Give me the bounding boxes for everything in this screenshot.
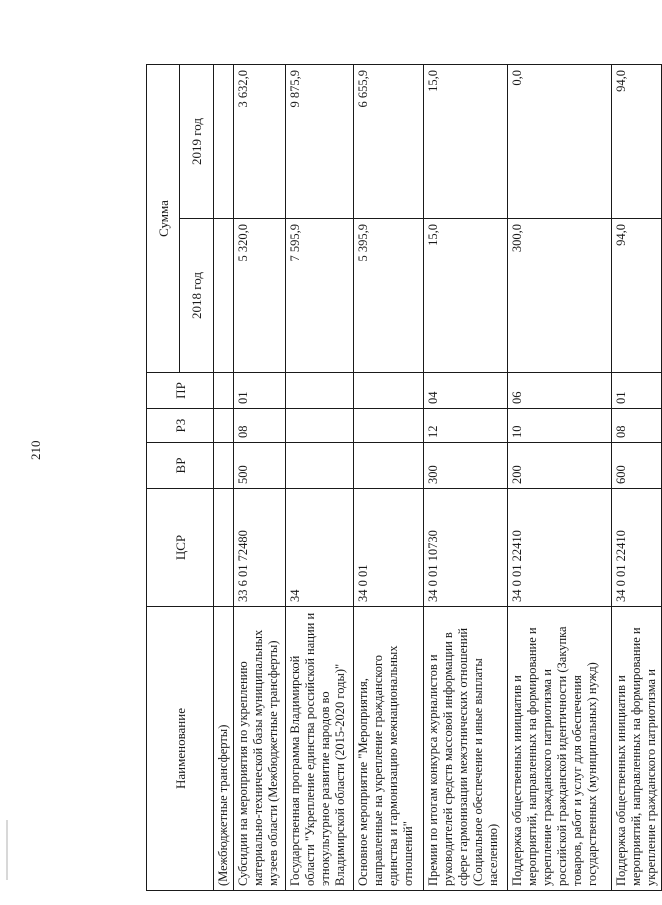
cell-sum-2018: 15,0: [424, 219, 508, 373]
header-csr: ЦСР: [147, 489, 214, 607]
cell-name: Поддержка общественных инициатив и мероприятий, направленных на формирование и укрепление гражданского патриотизма и: [612, 607, 662, 891]
cell-pr: 01: [234, 373, 286, 409]
table-row: [508, 65, 612, 891]
cell-pr: [286, 373, 354, 409]
cell-sum-2019: 94,0: [612, 65, 662, 219]
header-2018: 2018 год: [180, 219, 214, 373]
cell-sum-2019: 15,0: [424, 65, 508, 219]
cell-name: (Межбюджетные трансферты): [214, 607, 234, 891]
cell-csr: 34 0 01 10730: [424, 489, 508, 607]
cell-rz: 08: [612, 409, 662, 443]
cell-sum-2019: 0,0: [508, 65, 612, 219]
table-row: [354, 65, 424, 891]
cell-name: Премии по итогам конкурса журналистов и руководителей средств массовой информации в сфере гармонизации межэтнических отношений (Социальное обеспечение и иные выплаты населению): [424, 607, 508, 891]
cell-csr: 34 0 01 22410: [612, 489, 662, 607]
cell-sum-2019: [214, 65, 234, 219]
cell-rz: 08: [234, 409, 286, 443]
cell-csr: 34 0 01 22410: [508, 489, 612, 607]
cell-sum-2018: 5 320,0: [234, 219, 286, 373]
cell-name: Поддержка общественных инициатив и мероприятий, направленных на формирование и укрепление гражданского патриотизма и российской гражданской идентичности (Закупка товаров, работ и услуг для обеспечения государственных (муниципальных) нужд): [508, 607, 612, 891]
cell-vr: 300: [424, 443, 508, 489]
cell-pr: 04: [424, 373, 508, 409]
cell-name: Государственная программа Владимирской области "Укрепление единства российской нации и этнокультурное развитие народов во Владимирской области (2015-2020 годы)": [286, 607, 354, 891]
page-number: 210: [28, 440, 43, 460]
cell-name: Субсидии на мероприятия по укреплению материально-технической базы муниципальных музеев области (Межбюджетные трансферты): [234, 607, 286, 891]
cell-sum-2018: 94,0: [612, 219, 662, 373]
cell-sum-2019: 9 875,9: [286, 65, 354, 219]
cell-sum-2018: 5 395,9: [354, 219, 424, 373]
cell-rz: 10: [508, 409, 612, 443]
header-2019: 2019 год: [180, 65, 214, 219]
cell-vr: [214, 443, 234, 489]
table-row: [234, 65, 286, 891]
cell-sum-2019: 6 655,9: [354, 65, 424, 219]
cell-name: Основное мероприятие "Мероприятия, направленные на укрепление гражданского единства и гармонизацию межнациональных отношений": [354, 607, 424, 891]
cell-vr: [286, 443, 354, 489]
cell-sum-2018: 7 595,9: [286, 219, 354, 373]
header-rz: РЗ: [147, 409, 214, 443]
table-row: [214, 65, 234, 891]
cell-vr: 200: [508, 443, 612, 489]
scan-margin-line: [6, 820, 8, 880]
cell-sum-2018: 300,0: [508, 219, 612, 373]
cell-rz: [286, 409, 354, 443]
cell-pr: 01: [612, 373, 662, 409]
cell-csr: 33 6 01 72480: [234, 489, 286, 607]
cell-sum-2019: 3 632,0: [234, 65, 286, 219]
cell-vr: [354, 443, 424, 489]
cell-pr: [354, 373, 424, 409]
table-row: [424, 65, 508, 891]
header-name: Наименование: [147, 607, 214, 891]
cell-vr: 500: [234, 443, 286, 489]
budget-table: [146, 64, 662, 891]
cell-csr: 34 0 01: [354, 489, 424, 607]
cell-rz: 12: [424, 409, 508, 443]
cell-sum-2018: [214, 219, 234, 373]
cell-csr: 34: [286, 489, 354, 607]
cell-vr: 600: [612, 443, 662, 489]
budget-table-rotated: [146, 65, 658, 891]
table-row: [612, 65, 662, 891]
cell-rz: [214, 409, 234, 443]
cell-pr: 06: [508, 373, 612, 409]
header-vr: ВР: [147, 443, 214, 489]
header-sum: Сумма: [147, 65, 180, 373]
cell-pr: [214, 373, 234, 409]
table-row: [286, 65, 354, 891]
cell-rz: [354, 409, 424, 443]
cell-csr: [214, 489, 234, 607]
header-pr: ПР: [147, 373, 214, 409]
